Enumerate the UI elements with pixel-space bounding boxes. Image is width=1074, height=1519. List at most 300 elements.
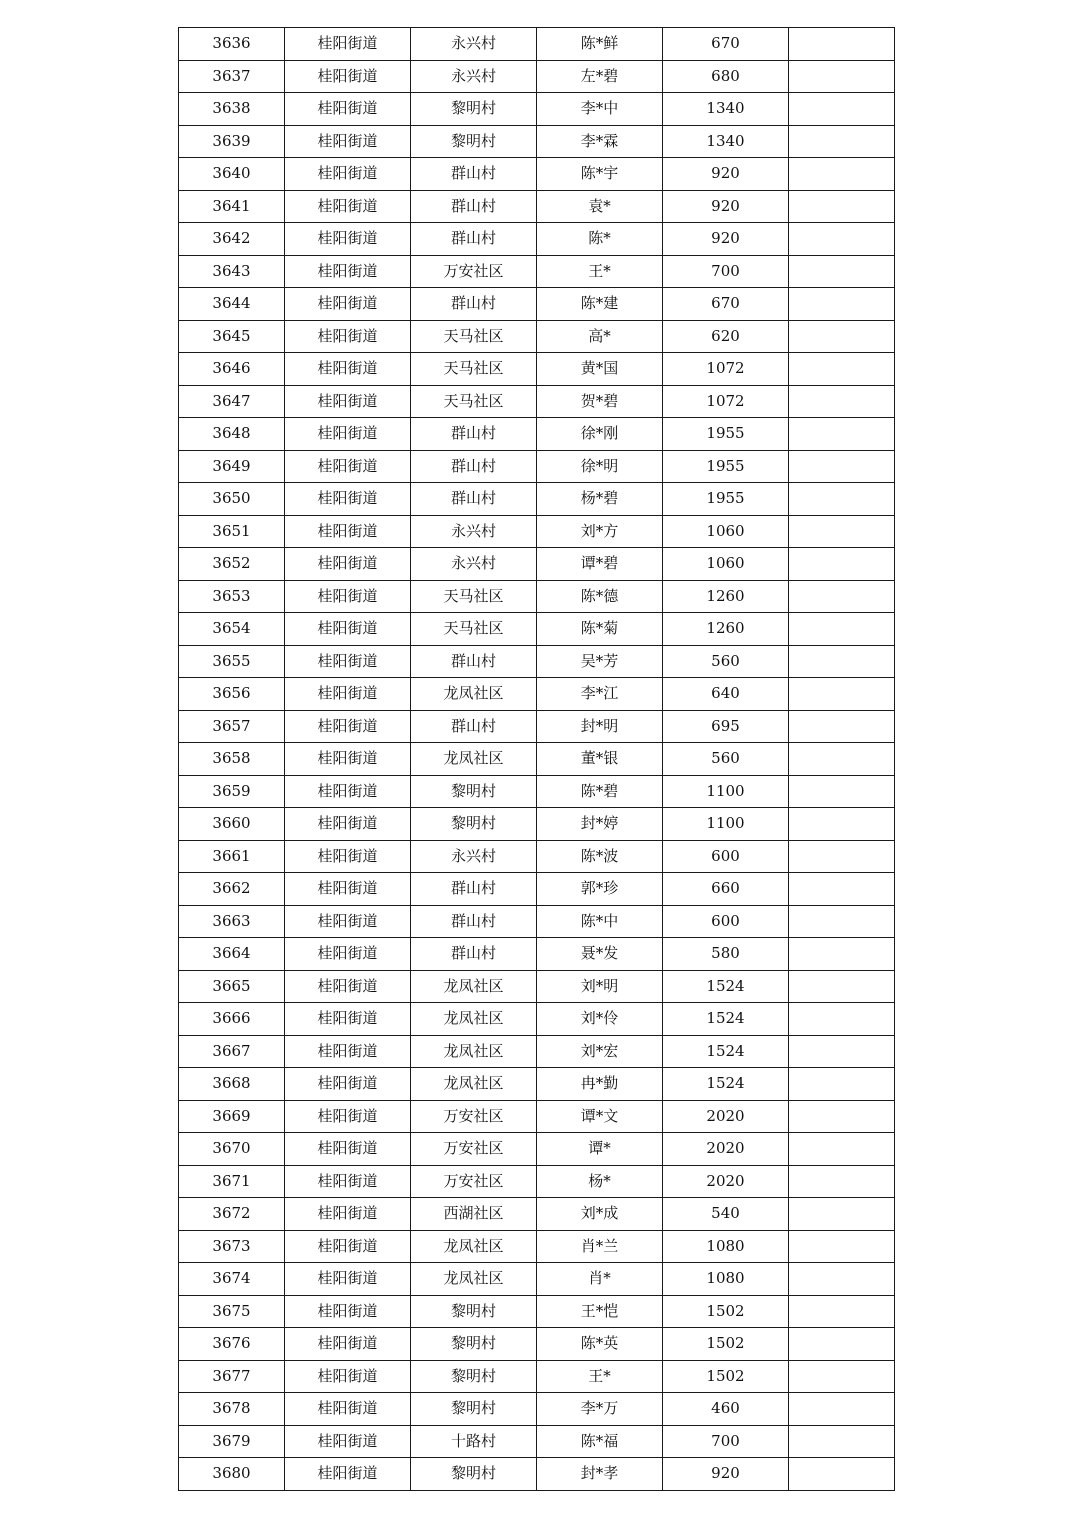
cell-serial-number: 3655 — [179, 645, 285, 678]
table-row — [179, 288, 895, 321]
cell-name: 徐*明 — [537, 450, 663, 483]
cell-village: 群山村 — [411, 158, 537, 191]
cell-name: 陈*波 — [537, 840, 663, 873]
cell-note — [789, 158, 895, 191]
cell-amount: 1260 — [663, 580, 789, 613]
cell-village: 黎明村 — [411, 808, 537, 841]
cell-street: 桂阳街道 — [285, 418, 411, 451]
cell-note — [789, 678, 895, 711]
cell-note — [789, 28, 895, 61]
cell-note — [789, 1035, 895, 1068]
cell-note — [789, 288, 895, 321]
cell-street: 桂阳街道 — [285, 938, 411, 971]
table-row — [179, 1295, 895, 1328]
cell-note — [789, 580, 895, 613]
cell-amount: 1524 — [663, 1068, 789, 1101]
cell-serial-number: 3647 — [179, 385, 285, 418]
cell-village: 天马社区 — [411, 613, 537, 646]
cell-amount: 2020 — [663, 1133, 789, 1166]
cell-amount: 1502 — [663, 1360, 789, 1393]
cell-name: 李*霖 — [537, 125, 663, 158]
table-row — [179, 1425, 895, 1458]
cell-village: 万安社区 — [411, 1165, 537, 1198]
cell-amount: 695 — [663, 710, 789, 743]
cell-name: 陈*德 — [537, 580, 663, 613]
cell-amount: 1955 — [663, 418, 789, 451]
cell-village: 西湖社区 — [411, 1198, 537, 1231]
table-row — [179, 158, 895, 191]
cell-amount: 700 — [663, 255, 789, 288]
cell-name: 封*婷 — [537, 808, 663, 841]
table-row — [179, 710, 895, 743]
cell-name: 徐*刚 — [537, 418, 663, 451]
cell-note — [789, 1230, 895, 1263]
cell-note — [789, 255, 895, 288]
cell-serial-number: 3680 — [179, 1458, 285, 1491]
cell-note — [789, 775, 895, 808]
cell-serial-number: 3657 — [179, 710, 285, 743]
data-table — [178, 27, 895, 1491]
cell-serial-number: 3653 — [179, 580, 285, 613]
cell-street: 桂阳街道 — [285, 125, 411, 158]
cell-note — [789, 548, 895, 581]
cell-village: 万安社区 — [411, 1100, 537, 1133]
cell-name: 陈* — [537, 223, 663, 256]
cell-name: 郭*珍 — [537, 873, 663, 906]
cell-village: 群山村 — [411, 483, 537, 516]
cell-name: 李*中 — [537, 93, 663, 126]
cell-street: 桂阳街道 — [285, 580, 411, 613]
cell-serial-number: 3651 — [179, 515, 285, 548]
table-row — [179, 223, 895, 256]
cell-village: 龙凤社区 — [411, 1230, 537, 1263]
cell-amount: 1955 — [663, 450, 789, 483]
cell-name: 谭*文 — [537, 1100, 663, 1133]
cell-note — [789, 515, 895, 548]
cell-street: 桂阳街道 — [285, 710, 411, 743]
cell-serial-number: 3676 — [179, 1328, 285, 1361]
cell-village: 黎明村 — [411, 125, 537, 158]
cell-name: 王* — [537, 1360, 663, 1393]
cell-amount: 1502 — [663, 1328, 789, 1361]
cell-serial-number: 3675 — [179, 1295, 285, 1328]
cell-serial-number: 3672 — [179, 1198, 285, 1231]
cell-village: 龙凤社区 — [411, 1068, 537, 1101]
cell-name: 刘*伶 — [537, 1003, 663, 1036]
cell-amount: 670 — [663, 28, 789, 61]
cell-note — [789, 1003, 895, 1036]
cell-village: 天马社区 — [411, 580, 537, 613]
cell-serial-number: 3673 — [179, 1230, 285, 1263]
cell-note — [789, 970, 895, 1003]
cell-serial-number: 3654 — [179, 613, 285, 646]
table-row — [179, 418, 895, 451]
table-row — [179, 938, 895, 971]
cell-amount: 660 — [663, 873, 789, 906]
cell-serial-number: 3646 — [179, 353, 285, 386]
table-row — [179, 1100, 895, 1133]
cell-village: 龙凤社区 — [411, 1003, 537, 1036]
table-row — [179, 190, 895, 223]
table-row — [179, 1198, 895, 1231]
cell-note — [789, 450, 895, 483]
cell-street: 桂阳街道 — [285, 775, 411, 808]
table-row — [179, 645, 895, 678]
cell-street: 桂阳街道 — [285, 28, 411, 61]
cell-street: 桂阳街道 — [285, 288, 411, 321]
table-row — [179, 613, 895, 646]
cell-street: 桂阳街道 — [285, 678, 411, 711]
cell-village: 黎明村 — [411, 775, 537, 808]
cell-serial-number: 3658 — [179, 743, 285, 776]
table-row — [179, 775, 895, 808]
cell-street: 桂阳街道 — [285, 515, 411, 548]
cell-amount: 1072 — [663, 385, 789, 418]
table-row — [179, 1133, 895, 1166]
cell-street: 桂阳街道 — [285, 483, 411, 516]
cell-name: 陈*英 — [537, 1328, 663, 1361]
cell-name: 袁* — [537, 190, 663, 223]
cell-amount: 920 — [663, 158, 789, 191]
cell-serial-number: 3663 — [179, 905, 285, 938]
cell-name: 董*银 — [537, 743, 663, 776]
cell-serial-number: 3640 — [179, 158, 285, 191]
cell-village: 群山村 — [411, 450, 537, 483]
cell-village: 天马社区 — [411, 353, 537, 386]
cell-village: 群山村 — [411, 873, 537, 906]
cell-serial-number: 3667 — [179, 1035, 285, 1068]
cell-amount: 1340 — [663, 93, 789, 126]
cell-serial-number: 3641 — [179, 190, 285, 223]
cell-note — [789, 1263, 895, 1296]
cell-amount: 670 — [663, 288, 789, 321]
cell-village: 龙凤社区 — [411, 1035, 537, 1068]
cell-village: 黎明村 — [411, 1328, 537, 1361]
table-row — [179, 320, 895, 353]
cell-amount: 1524 — [663, 1003, 789, 1036]
cell-name: 杨* — [537, 1165, 663, 1198]
table-row — [179, 1003, 895, 1036]
cell-serial-number: 3648 — [179, 418, 285, 451]
cell-note — [789, 938, 895, 971]
cell-amount: 560 — [663, 743, 789, 776]
cell-note — [789, 808, 895, 841]
cell-note — [789, 743, 895, 776]
cell-note — [789, 190, 895, 223]
table-row — [179, 808, 895, 841]
table-body — [179, 28, 895, 1491]
cell-note — [789, 353, 895, 386]
cell-street: 桂阳街道 — [285, 93, 411, 126]
cell-note — [789, 873, 895, 906]
cell-village: 黎明村 — [411, 1360, 537, 1393]
cell-street: 桂阳街道 — [285, 1100, 411, 1133]
cell-village: 群山村 — [411, 418, 537, 451]
cell-name: 陈*碧 — [537, 775, 663, 808]
cell-name: 刘*明 — [537, 970, 663, 1003]
cell-serial-number: 3644 — [179, 288, 285, 321]
cell-serial-number: 3677 — [179, 1360, 285, 1393]
cell-amount: 1260 — [663, 613, 789, 646]
cell-village: 群山村 — [411, 938, 537, 971]
cell-amount: 1060 — [663, 548, 789, 581]
table-row — [179, 385, 895, 418]
cell-amount: 1524 — [663, 970, 789, 1003]
cell-name: 吴*芳 — [537, 645, 663, 678]
cell-serial-number: 3678 — [179, 1393, 285, 1426]
cell-serial-number: 3645 — [179, 320, 285, 353]
table-row — [179, 450, 895, 483]
cell-note — [789, 905, 895, 938]
cell-note — [789, 1393, 895, 1426]
cell-name: 刘*成 — [537, 1198, 663, 1231]
cell-name: 陈*鲜 — [537, 28, 663, 61]
cell-note — [789, 320, 895, 353]
cell-serial-number: 3656 — [179, 678, 285, 711]
table-row — [179, 905, 895, 938]
cell-note — [789, 60, 895, 93]
cell-note — [789, 710, 895, 743]
cell-street: 桂阳街道 — [285, 320, 411, 353]
table-row — [179, 1068, 895, 1101]
cell-name: 冉*勤 — [537, 1068, 663, 1101]
cell-street: 桂阳街道 — [285, 1295, 411, 1328]
cell-name: 黄*国 — [537, 353, 663, 386]
cell-note — [789, 385, 895, 418]
cell-street: 桂阳街道 — [285, 873, 411, 906]
cell-street: 桂阳街道 — [285, 190, 411, 223]
cell-village: 龙凤社区 — [411, 970, 537, 1003]
cell-note — [789, 125, 895, 158]
cell-serial-number: 3664 — [179, 938, 285, 971]
cell-street: 桂阳街道 — [285, 223, 411, 256]
cell-note — [789, 840, 895, 873]
cell-note — [789, 1360, 895, 1393]
cell-village: 群山村 — [411, 905, 537, 938]
cell-village: 黎明村 — [411, 1393, 537, 1426]
table-row — [179, 353, 895, 386]
cell-name: 刘*宏 — [537, 1035, 663, 1068]
table-row — [179, 580, 895, 613]
cell-name: 谭*碧 — [537, 548, 663, 581]
table-row — [179, 1360, 895, 1393]
cell-amount: 920 — [663, 1458, 789, 1491]
cell-serial-number: 3639 — [179, 125, 285, 158]
cell-serial-number: 3670 — [179, 1133, 285, 1166]
table-row — [179, 1458, 895, 1491]
cell-serial-number: 3665 — [179, 970, 285, 1003]
cell-serial-number: 3668 — [179, 1068, 285, 1101]
cell-street: 桂阳街道 — [285, 645, 411, 678]
cell-amount: 680 — [663, 60, 789, 93]
cell-name: 杨*碧 — [537, 483, 663, 516]
cell-amount: 460 — [663, 1393, 789, 1426]
cell-village: 龙凤社区 — [411, 1263, 537, 1296]
cell-amount: 920 — [663, 223, 789, 256]
cell-amount: 2020 — [663, 1165, 789, 1198]
cell-serial-number: 3669 — [179, 1100, 285, 1133]
table-row — [179, 93, 895, 126]
table-row — [179, 515, 895, 548]
cell-village: 万安社区 — [411, 255, 537, 288]
cell-name: 李*万 — [537, 1393, 663, 1426]
cell-village: 永兴村 — [411, 840, 537, 873]
cell-name: 王*恺 — [537, 1295, 663, 1328]
cell-village: 群山村 — [411, 190, 537, 223]
cell-village: 龙凤社区 — [411, 743, 537, 776]
cell-street: 桂阳街道 — [285, 840, 411, 873]
cell-amount: 1524 — [663, 1035, 789, 1068]
cell-street: 桂阳街道 — [285, 60, 411, 93]
cell-name: 陈*建 — [537, 288, 663, 321]
cell-village: 群山村 — [411, 223, 537, 256]
cell-village: 黎明村 — [411, 1295, 537, 1328]
cell-street: 桂阳街道 — [285, 613, 411, 646]
cell-amount: 620 — [663, 320, 789, 353]
cell-street: 桂阳街道 — [285, 808, 411, 841]
cell-street: 桂阳街道 — [285, 385, 411, 418]
cell-amount: 1955 — [663, 483, 789, 516]
cell-street: 桂阳街道 — [285, 1035, 411, 1068]
table-row — [179, 840, 895, 873]
cell-note — [789, 1198, 895, 1231]
cell-village: 天马社区 — [411, 385, 537, 418]
table-row — [179, 548, 895, 581]
cell-street: 桂阳街道 — [285, 1263, 411, 1296]
cell-amount: 640 — [663, 678, 789, 711]
cell-street: 桂阳街道 — [285, 1003, 411, 1036]
cell-street: 桂阳街道 — [285, 1230, 411, 1263]
cell-street: 桂阳街道 — [285, 905, 411, 938]
cell-serial-number: 3666 — [179, 1003, 285, 1036]
cell-street: 桂阳街道 — [285, 743, 411, 776]
cell-village: 天马社区 — [411, 320, 537, 353]
cell-serial-number: 3674 — [179, 1263, 285, 1296]
table-row — [179, 1165, 895, 1198]
cell-village: 黎明村 — [411, 1458, 537, 1491]
table-row — [179, 1230, 895, 1263]
cell-name: 陈*福 — [537, 1425, 663, 1458]
cell-amount: 700 — [663, 1425, 789, 1458]
table-row — [179, 743, 895, 776]
cell-serial-number: 3642 — [179, 223, 285, 256]
cell-serial-number: 3659 — [179, 775, 285, 808]
cell-village: 十路村 — [411, 1425, 537, 1458]
cell-name: 封*明 — [537, 710, 663, 743]
cell-village: 永兴村 — [411, 548, 537, 581]
table-row — [179, 1393, 895, 1426]
cell-serial-number: 3643 — [179, 255, 285, 288]
cell-street: 桂阳街道 — [285, 1198, 411, 1231]
cell-serial-number: 3679 — [179, 1425, 285, 1458]
cell-amount: 1340 — [663, 125, 789, 158]
cell-amount: 600 — [663, 840, 789, 873]
cell-serial-number: 3662 — [179, 873, 285, 906]
cell-village: 群山村 — [411, 288, 537, 321]
cell-serial-number: 3661 — [179, 840, 285, 873]
cell-note — [789, 1068, 895, 1101]
table-row — [179, 1328, 895, 1361]
table-row — [179, 873, 895, 906]
cell-name: 高* — [537, 320, 663, 353]
cell-amount: 1080 — [663, 1230, 789, 1263]
cell-village: 万安社区 — [411, 1133, 537, 1166]
cell-serial-number: 3636 — [179, 28, 285, 61]
cell-amount: 580 — [663, 938, 789, 971]
cell-amount: 600 — [663, 905, 789, 938]
cell-serial-number: 3638 — [179, 93, 285, 126]
table-row — [179, 678, 895, 711]
cell-street: 桂阳街道 — [285, 450, 411, 483]
cell-name: 刘*方 — [537, 515, 663, 548]
cell-note — [789, 1425, 895, 1458]
cell-note — [789, 1328, 895, 1361]
cell-amount: 1502 — [663, 1295, 789, 1328]
cell-street: 桂阳街道 — [285, 158, 411, 191]
cell-name: 陈*中 — [537, 905, 663, 938]
cell-amount: 1080 — [663, 1263, 789, 1296]
cell-street: 桂阳街道 — [285, 1360, 411, 1393]
cell-village: 永兴村 — [411, 28, 537, 61]
cell-note — [789, 645, 895, 678]
cell-note — [789, 483, 895, 516]
cell-amount: 1100 — [663, 775, 789, 808]
cell-street: 桂阳街道 — [285, 1425, 411, 1458]
table-row — [179, 970, 895, 1003]
cell-amount: 1100 — [663, 808, 789, 841]
cell-name: 贺*碧 — [537, 385, 663, 418]
cell-serial-number: 3650 — [179, 483, 285, 516]
cell-note — [789, 1133, 895, 1166]
cell-note — [789, 1458, 895, 1491]
cell-street: 桂阳街道 — [285, 1133, 411, 1166]
cell-village: 群山村 — [411, 710, 537, 743]
cell-village: 黎明村 — [411, 93, 537, 126]
table-row — [179, 28, 895, 61]
cell-serial-number: 3637 — [179, 60, 285, 93]
cell-note — [789, 1295, 895, 1328]
cell-street: 桂阳街道 — [285, 255, 411, 288]
cell-serial-number: 3649 — [179, 450, 285, 483]
cell-street: 桂阳街道 — [285, 1165, 411, 1198]
cell-name: 谭* — [537, 1133, 663, 1166]
cell-name: 王* — [537, 255, 663, 288]
cell-note — [789, 223, 895, 256]
cell-street: 桂阳街道 — [285, 548, 411, 581]
cell-street: 桂阳街道 — [285, 1458, 411, 1491]
cell-street: 桂阳街道 — [285, 1393, 411, 1426]
cell-amount: 1072 — [663, 353, 789, 386]
cell-serial-number: 3671 — [179, 1165, 285, 1198]
cell-village: 永兴村 — [411, 60, 537, 93]
cell-note — [789, 613, 895, 646]
cell-village: 群山村 — [411, 645, 537, 678]
table-row — [179, 1035, 895, 1068]
cell-village: 永兴村 — [411, 515, 537, 548]
table-row — [179, 483, 895, 516]
cell-village: 龙凤社区 — [411, 678, 537, 711]
cell-street: 桂阳街道 — [285, 970, 411, 1003]
table-row — [179, 255, 895, 288]
cell-name: 陈*宇 — [537, 158, 663, 191]
table-row — [179, 1263, 895, 1296]
table-row — [179, 60, 895, 93]
cell-name: 肖* — [537, 1263, 663, 1296]
cell-serial-number: 3652 — [179, 548, 285, 581]
cell-serial-number: 3660 — [179, 808, 285, 841]
cell-name: 李*江 — [537, 678, 663, 711]
cell-street: 桂阳街道 — [285, 1068, 411, 1101]
